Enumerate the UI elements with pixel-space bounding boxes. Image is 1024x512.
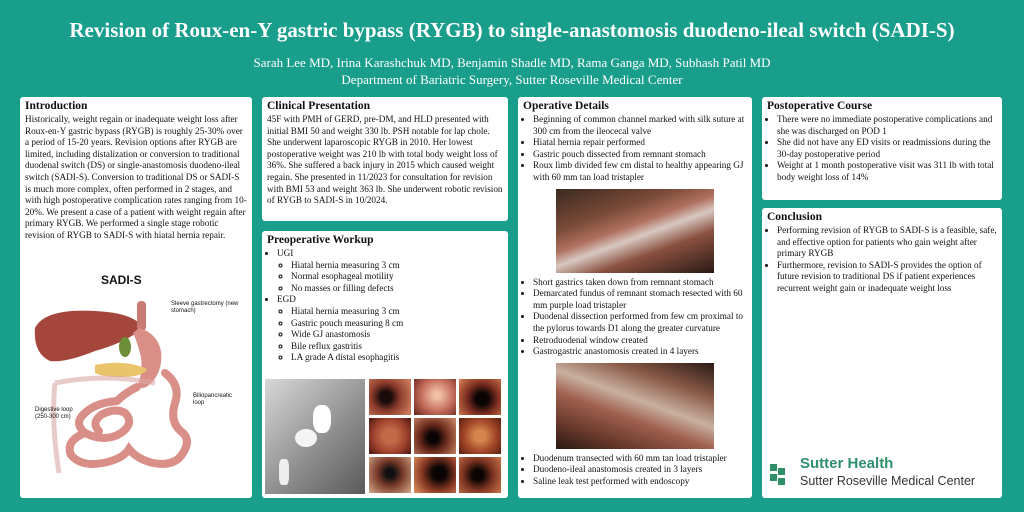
clinical-heading: Clinical Presentation xyxy=(267,100,370,112)
list-item: • Furthermore, revision to SADI-S provides the option of future revision to traditional DS if patient experiences recurrent weight gain or inadequate weight loss xyxy=(777,260,997,295)
postoperative-course-panel xyxy=(762,97,1002,200)
workup-group-label: EGD xyxy=(277,294,296,305)
list-item: • Demarcated fundus of remnant stomach resected with 60 mm purple load tristapler xyxy=(533,288,747,311)
list-item: • Saline leak test performed with endoscopy xyxy=(533,476,747,488)
egd-image-2 xyxy=(414,379,456,415)
list-item: • Hiatal hernia repair performed xyxy=(533,137,747,149)
sadi-s-diagram xyxy=(25,273,247,491)
operative-photo-1 xyxy=(556,189,714,273)
clinical-text: 45F with PMH of GERD, pre-DM, and HLD presented with initial BMI 50 and weight 330 lb. PSH notable for lap chole. She underwent laparoscopic RYGB in 2010. Her lowest postoperative weight was 210 lb with total body weight loss of 36%. She suffered a back injury in 2015 which caused weight regain. She presented in 11/2023 for consultation for revision with BMI 53 and weight 363 lb. She underwent robotic revision of RYGB to SADI-S in 10/2024. xyxy=(267,114,503,206)
list-item: ◦ LA grade A distal esophagitis xyxy=(291,352,503,364)
workup-group-label: UGI xyxy=(277,248,294,258)
list-item: ◦ Wide GJ anastomosis xyxy=(291,329,503,341)
list-item: ◦ Hiatal hernia measuring 3 cm xyxy=(291,260,503,272)
list-item: • Retroduodenal window created xyxy=(533,335,747,347)
operative-steps-1 xyxy=(523,114,747,184)
introduction-text: Historically, weight regain or inadequate weight loss after Roux-en-Y gastric bypass (RYGB) is roughly 25-30% over a period of 15-20 years. Revision options after RYGB are limited, including distalization or conversion to traditional duodenal switch (DS) or single-anastomosis duodeno-ileal switch (SADI-S). Conversion to traditional DS or SADI-S is much more complex, often performed in 2 stages, and with high postoperative complication rates ranging from 10-20%. We present a case of a patient with weight regain after primary RYGB. We performed a single stage robotic revision of RYGB to SADI-S with hiatal hernia repair. xyxy=(25,114,247,240)
list-item: • Gastric pouch dissected from remnant stomach xyxy=(533,149,747,161)
conclusion-panel xyxy=(762,208,1002,498)
label-digestive-loop: Digestive loop (250-300 cm) xyxy=(35,407,73,420)
egd-image-6 xyxy=(459,418,501,454)
sutter-health-logo xyxy=(766,455,998,494)
operative-details-panel xyxy=(518,97,752,498)
workup-heading: Preoperative Workup xyxy=(267,234,374,246)
workup-list xyxy=(267,248,503,364)
egd-image-4 xyxy=(369,418,411,454)
introduction-heading: Introduction xyxy=(25,100,88,112)
list-item: • Duodenal dissection performed from few cm proximal to the pylorus towards D1 along the greater curvature xyxy=(533,311,747,334)
workup-group-egd xyxy=(277,294,503,364)
list-item: • Roux limb divided few cm distal to healthy appearing GJ with 60 mm tan load tristapler xyxy=(533,160,747,183)
sutter-logo-icon xyxy=(768,462,794,488)
author-list: Sarah Lee MD, Irina Karashchuk MD, Benjamin Shadle MD, Rama Ganga MD, Subhash Patil MD xyxy=(253,55,771,70)
biliopancreatic-loop-shape xyxy=(165,373,183,433)
list-item: • Gastrogastric anastomosis created in 4 layers xyxy=(533,346,747,358)
label-sleeve-gastrectomy: Sleeve gastrectomy (new stomach) xyxy=(171,301,239,314)
list-item: • Short gastrics taken down from remnant stomach xyxy=(533,277,747,289)
list-item: ◦ Hiatal hernia measuring 3 cm xyxy=(291,306,503,318)
list-item: • There were no immediate postoperative complications and she was discharged on POD 1 xyxy=(777,114,997,137)
list-item: • Duodenum transected with 60 mm tan load tristapler xyxy=(533,453,747,465)
operative-steps-2 xyxy=(523,277,747,358)
egd-image-9 xyxy=(459,457,501,493)
department: Department of Bariatric Surgery, Sutter Roseville Medical Center xyxy=(341,72,683,87)
operative-photo-2 xyxy=(556,363,714,449)
list-item: • She did not have any ED visits or readmissions during the 30-day postoperative period xyxy=(777,137,997,160)
list-item: ◦ Normal esophageal motility xyxy=(291,271,503,283)
egd-image-1 xyxy=(369,379,411,415)
poster-title: Revision of Roux-en-Y gastric bypass (RYGB) to single-anastomosis duodeno-ileal switch (SADI-S) xyxy=(69,18,955,42)
conclusion-list xyxy=(767,225,997,295)
egd-image-8 xyxy=(414,457,456,493)
operative-steps-3 xyxy=(523,453,747,488)
list-item: • Performing revision of RYGB to SADI-S is a feasible, safe, and effective option for patients who gain weight after primary RYGB xyxy=(777,225,997,260)
list-item: ◦ Gastric pouch measuring 8 cm xyxy=(291,318,503,330)
egd-image-3 xyxy=(459,379,501,415)
egd-image-5 xyxy=(414,418,456,454)
list-item: • Weight at 1 month postoperative visit was 311 lb with total body weight loss of 14% xyxy=(777,160,997,183)
preoperative-workup-panel xyxy=(262,231,508,498)
list-item: • Beginning of common channel marked with silk suture at 300 cm from the ileocecal valve xyxy=(533,114,747,137)
pancreas-shape xyxy=(95,363,147,377)
operative-heading: Operative Details xyxy=(523,100,609,112)
gallbladder-shape xyxy=(119,337,131,357)
label-biliopancreatic-loop: Biliopancreatic loop xyxy=(193,393,233,406)
postop-heading: Postoperative Course xyxy=(767,100,873,112)
conclusion-heading: Conclusion xyxy=(767,211,822,223)
poster-header xyxy=(0,0,1024,96)
esophagus-shape xyxy=(137,301,146,331)
list-item: ◦ Bile reflux gastritis xyxy=(291,341,503,353)
logo-facility: Sutter Roseville Medical Center xyxy=(800,474,976,488)
list-item: • Duodeno-ileal anastomosis created in 3 layers xyxy=(533,464,747,476)
workup-group-ugi xyxy=(277,248,503,294)
postop-list xyxy=(767,114,997,184)
list-item: ◦ No masses or filling defects xyxy=(291,283,503,295)
egd-image-7 xyxy=(369,457,411,493)
logo-brand: Sutter Health xyxy=(800,455,894,472)
ugi-xray-image xyxy=(265,379,365,494)
diagram-title: SADI-S xyxy=(101,273,142,287)
clinical-presentation-panel xyxy=(262,97,508,221)
introduction-panel xyxy=(20,97,252,498)
